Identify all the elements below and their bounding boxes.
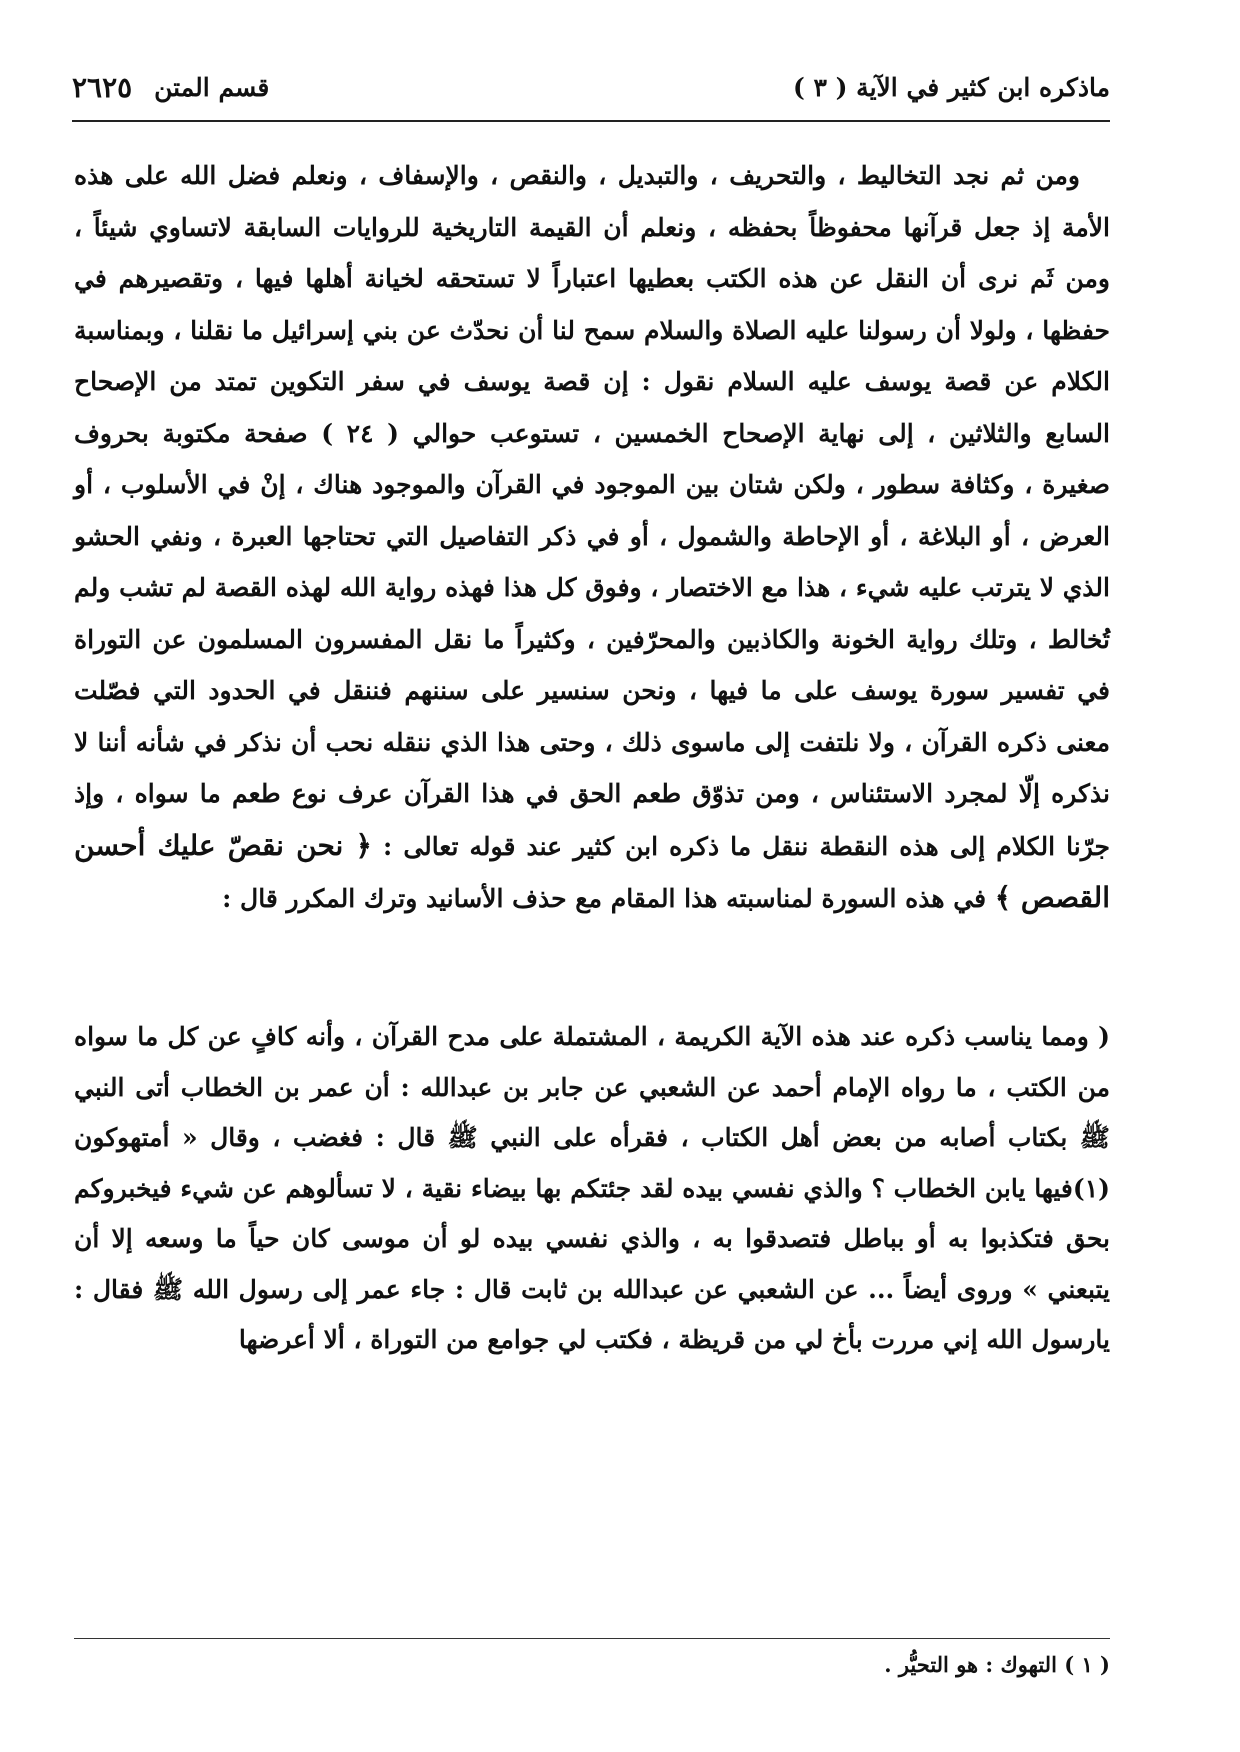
main-text — [74, 150, 1110, 925]
quran-verse: ﴿ نحن نقصّ عليك أحسن القصص ﴾ — [74, 828, 1110, 914]
paragraph-text: ومن ثم نجد التخاليط ، والتحريف ، والتبديل ، والنقص ، والإسفاف ، ونعلم فضل الله على هذه الأمة إذ جعل قرآنها محفوظاً بحفظه ، ونعلم أن القيمة التاريخية للروايات السابقة لاتساوي شيئاً ، ومن ثَم نرى أن النقل عن هذه الكتب بعطيها اعتباراً لا تستحقه لخيانة أهلها فيها ، وتقصيرهم في حفظها ، ولولا أن رسولنا عليه الصلاة والسلام سمح لنا أن نحدّث عن بني إسرائيل ما نقلنا ، وبمناسبة الكلام عن قصة يوسف عليه السلام نقول : إن قصة يوسف في سفر التكوين تمتد من الإصحاح السابع والثلاثين ، إلى نهاية الإصحاح الخمسين ، تستوعب حوالي ( ٢٤ ) صفحة مكتوبة بحروف صغيرة ، وكثافة سطور ، ولكن شتان بين الموجود في القرآن والموجود هناك ، إنْ في الأسلوب ، أو العرض ، أو البلاغة ، أو الإحاطة والشمول ، أو في ذكر التفاصيل التي تحتاجها العبرة ، ونفي الحشو الذي لا يترتب عليه شيء ، هذا مع الاختصار ، وفوق كل هذا فهذه رواية الله لهذه القصة لم تشب ولم تُخالط ، وتلك رواية الخونة والكاذبين والمحرّفين ، وكثيراً ما نقل المفسرون المسلمون عن التوراة في تفسير سورة يوسف على ما فيها ، ونحن سنسير على سننهم فننقل في الحدود التي فصّلت معنى ذكره القرآن ، ولا نلتفت إلى ماسوى ذلك ، وحتى هذا الذي ننقله نحب أن نذكر في شأنه أننا لا نذكره إلّا لمجرد الاستئناس ، ومن تذوّق طعم الحق في هذا القرآن عرف نوع طعم ما سواه ، وإذ جرّنا الكلام إلى هذه النقطة ننقل ما ذكره ابن كثير عند قوله تعالى : — [74, 161, 1110, 861]
section-name: قسم المتن — [154, 72, 270, 102]
body-paragraph — [74, 150, 1110, 925]
page-header — [72, 64, 1110, 110]
header-divider — [72, 120, 1110, 122]
running-title: ماذكره ابن كثير في الآية ( ٣ ) — [792, 72, 1110, 102]
paragraph-end: في هذه السورة لمناسبته هذا المقام مع حذف الأسانيد وترك المكرر قال : — [222, 884, 987, 913]
quote-text: ( ومما يناسب ذكره عند هذه الآية الكريمة ، المشتملة على مدح القرآن ، وأنه كافٍ عن كل ما سواه من الكتب ، ما رواه الإمام أحمد عن الشعبي عن جابر بن عبدالله : أن عمر بن الخطاب أتى النبي ﷺ بكتاب أصابه من بعض أهل الكتاب ، فقرأه على النبي ﷺ قال : فغضب ، وقال « أمتهوكون (١)فيها يابن الخطاب ؟ والذي نفسي بيده لقد جئتكم بها بيضاء نقية ، لا تسألوهم عن شيء فيخبروكم بحق فتكذبوا به أو بباطل فتصدقوا به ، والذي نفسي بيده لو أن موسى كان حياً ما وسعه إلا أن يتبعني » وروى أيضاً ... عن الشعبي عن عبدالله بن ثابت قال : جاء عمر إلى رسول الله ﷺ فقال : يارسول الله إني مررت بأخ لي من قريظة ، فكتب لي جوامع من التوراة ، ألا أعرضها — [74, 1022, 1110, 1354]
page-number: ٢٦٢٥ — [72, 70, 133, 104]
footnote-divider — [74, 1638, 1110, 1639]
header-left-group — [72, 71, 269, 104]
footnote: ( ١ ) التهوك : هو التحيُّر . — [884, 1652, 1110, 1677]
quoted-passage — [74, 1012, 1110, 1366]
